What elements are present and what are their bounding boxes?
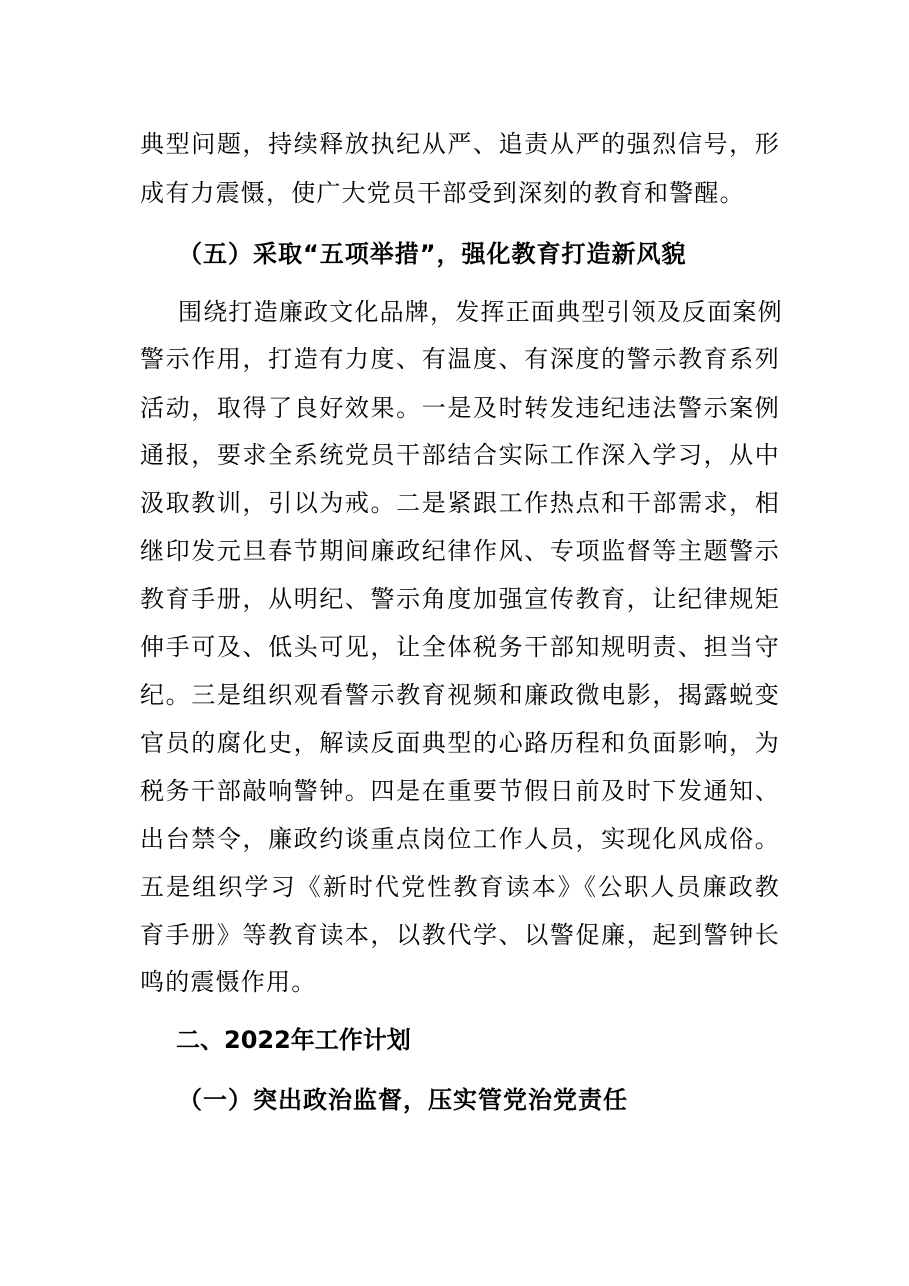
text-line: 教育手册，从明纪、警示角度加强宣传教育，让纪律规矩	[140, 585, 780, 613]
text-line: 成有力震慑，使广大党员干部受到深刻的教育和警醒。	[140, 179, 745, 207]
subsection-title-1: （一）突出政治监督，压实管党治党责任	[178, 1086, 628, 1114]
text-line: 伸手可及、低头可见，让全体税务干部知规明责、担当守	[140, 633, 780, 661]
section-title-2: 二、2022年工作计划	[176, 1026, 411, 1054]
text-line: 汲取教训，引以为戒。二是紧跟工作热点和干部需求，相	[140, 489, 780, 517]
text-line: 官员的腐化史，解读反面典型的心路历程和负面影响，为	[140, 729, 780, 757]
text-line: 纪。三是组织观看警示教育视频和廉政微电影，揭露蜕变	[140, 681, 780, 709]
text-line: 鸣的震慑作用。	[140, 968, 317, 996]
text-line: 出台禁令，廉政约谈重点岗位工作人员，实现化风成俗。	[140, 825, 780, 853]
text-line: 典型问题，持续释放执纪从严、追责从严的强烈信号，形	[140, 130, 780, 158]
text-line: 活动，取得了良好效果。一是及时转发违纪违法警示案例	[140, 394, 780, 422]
text-line: 围绕打造廉政文化品牌，发挥正面典型引领及反面案例	[178, 298, 783, 326]
text-line: 继印发元旦春节期间廉政纪律作风、专项监督等主题警示	[140, 537, 780, 565]
text-line: 育手册》等教育读本，以教代学、以警促廉，起到警钟长	[140, 921, 780, 949]
text-line: 警示作用，打造有力度、有温度、有深度的警示教育系列	[140, 345, 780, 373]
text-line: 通报，要求全系统党员干部结合实际工作深入学习，从中	[140, 441, 780, 469]
text-line: 五是组织学习《新时代党性教育读本》《公职人员廉政教	[140, 873, 780, 901]
text-line: 税务干部敲响警钟。四是在重要节假日前及时下发通知、	[140, 777, 780, 805]
section-heading-5: （五）采取“五项举措”，强化教育打造新风貌	[178, 240, 687, 268]
